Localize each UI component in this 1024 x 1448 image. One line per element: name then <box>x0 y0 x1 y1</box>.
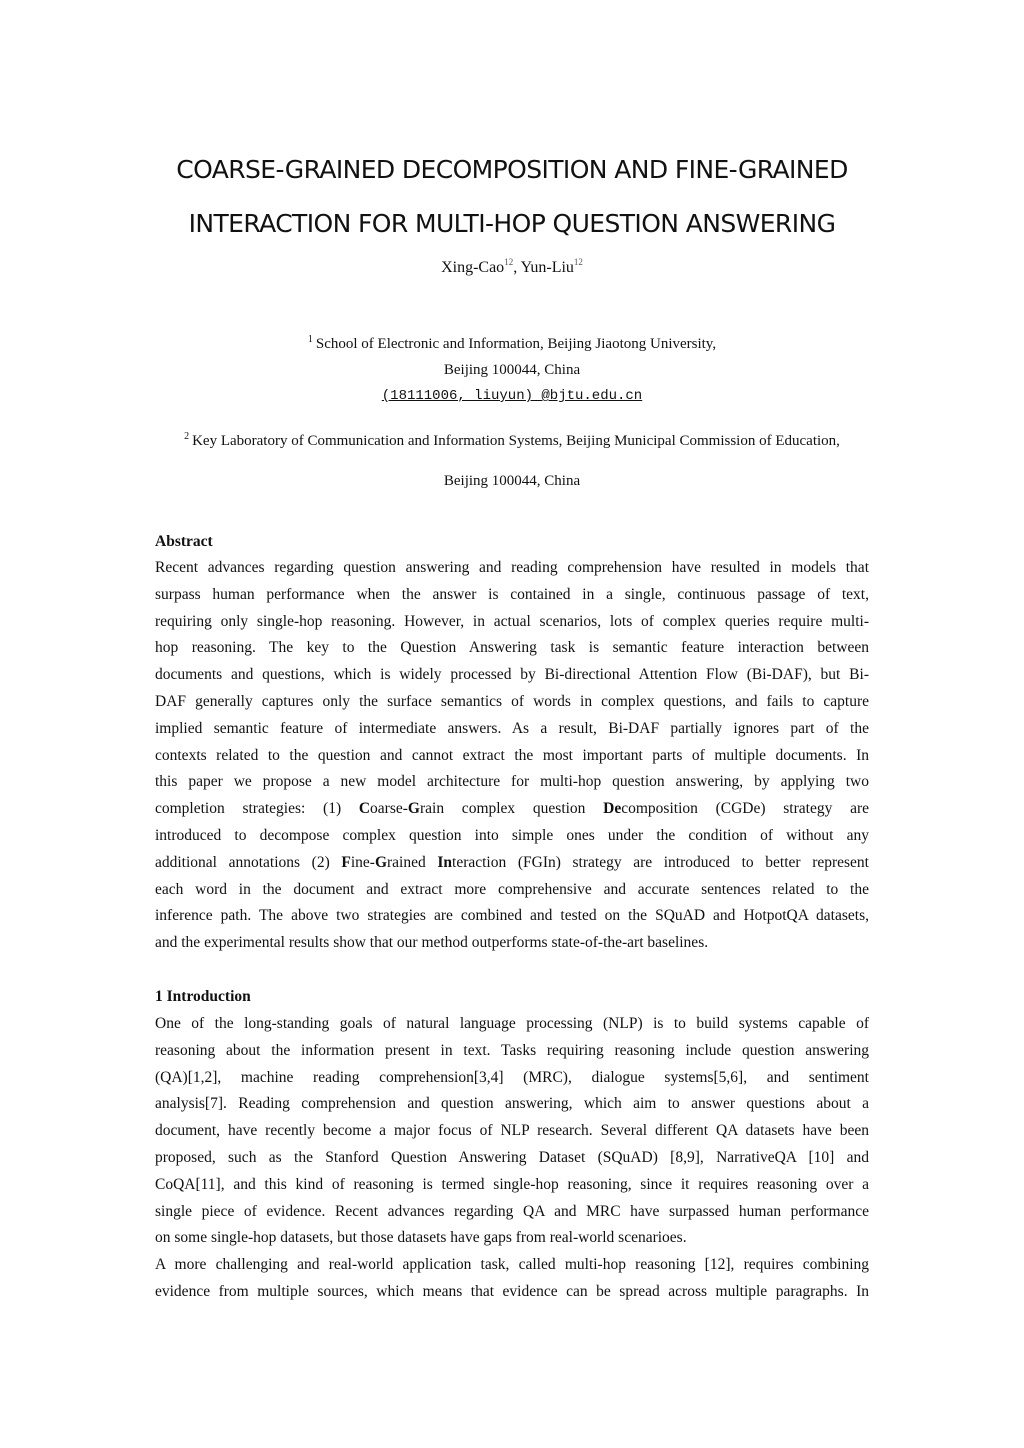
author-separator: , <box>513 259 521 276</box>
intro-line: document, have recently become a major focus of NLP research. Several different QA datasets have been <box>155 1122 869 1140</box>
affiliation-2-line-2: Beijing 100044, China <box>443 473 581 489</box>
affiliation-1-line-2: Beijing 100044, China <box>443 362 581 378</box>
abstract-line: requiring only single-hop reasoning. However, in actual scenarios, lots of complex queries require multi- <box>155 612 869 630</box>
intro-line: on some single-hop datasets, but those datasets have gaps from real-world scenarioes. <box>155 1229 687 1247</box>
affiliation-1-line-1 <box>100 336 924 353</box>
bold-run: C <box>358 800 371 818</box>
bold-run: In <box>437 853 453 871</box>
affiliation-2-text: Key Laboratory of Communication and Information Systems, Beijing Municipal Commission of Education, <box>192 433 840 449</box>
abstract-line: this paper we propose a new model architecture for multi-hop question answering, by applying two <box>155 773 869 791</box>
abstract-heading: Abstract <box>155 533 213 550</box>
author-1-affiliation-mark: 12 <box>504 257 514 267</box>
affiliation-2-line-1 <box>100 433 924 450</box>
abstract-line: documents and questions, which is widely processed by Bi-directional Attention Flow (Bi-DAF), but Bi- <box>155 666 869 684</box>
abstract-line: implied semantic feature of intermediate answers. As a result, Bi-DAF partially ignores part of the <box>155 719 869 737</box>
text-run: completion strategies: (1) <box>155 800 359 818</box>
abstract-line: contexts related to the question and cannot extract the most important parts of multiple documents. In <box>155 746 869 764</box>
intro-line: proposed, such as the Stanford Question Answering Dataset (SQuAD) [8,9], NarrativeQA [10] and <box>155 1148 869 1166</box>
bold-run: De <box>603 800 622 818</box>
author-list <box>100 259 924 277</box>
intro-line: A more challenging and real-world application task, called multi-hop reasoning [12], requires combining <box>155 1256 869 1274</box>
intro-line: analysis[7]. Reading comprehension and question answering, which aim to answer questions about a <box>155 1095 869 1113</box>
abstract-line: inference path. The above two strategies are combined and tested on the SQuAD and HotpotQA datasets, <box>155 907 869 925</box>
abstract-line-last: and the experimental results show that our method outperforms state-of-the-art baselines. <box>155 934 709 952</box>
abstract-line: surpass human performance when the answer is contained in a single, continuous passage of text, <box>155 585 869 603</box>
abstract-line: Recent advances regarding question answering and reading comprehension have resulted in models that <box>155 559 869 576</box>
intro-line: One of the long-standing goals of natural language processing (NLP) is to build systems capable of <box>155 1015 869 1032</box>
text-run: additional annotations (2) <box>155 853 342 871</box>
text-run: ine- <box>350 853 375 871</box>
intro-line: evidence from multiple sources, which means that evidence can be spread across multiple paragraphs. In <box>155 1282 869 1300</box>
affiliation-1-number: 1 <box>307 334 313 345</box>
email-link[interactable]: (18111006, liuyun) @bjtu.edu.cn <box>381 388 643 404</box>
author-2-name: Yun-Liu <box>520 259 574 276</box>
intro-line: reasoning about the information present in text. Tasks requiring reasoning include question answering <box>155 1041 869 1059</box>
intro-line: (QA)[1,2], machine reading comprehension[3,4] (MRC), dialogue systems[5,6], and sentiment <box>155 1068 869 1086</box>
text-run: rained <box>387 853 438 871</box>
introduction-body <box>155 1011 869 1306</box>
abstract-body <box>155 555 869 957</box>
author-1-name: Xing-Cao <box>441 259 505 276</box>
abstract-line-cgde <box>155 796 869 823</box>
abstract-line: DAF generally captures only the surface semantics of words in complex questions, and fails to capture <box>155 692 869 710</box>
intro-line: single piece of evidence. Recent advances regarding QA and MRC have surpassed human performance <box>155 1202 869 1220</box>
bold-run: G <box>407 800 420 818</box>
bold-run: F <box>341 853 351 871</box>
affiliation-2-number: 2 <box>184 431 190 442</box>
text-run: rain complex question <box>419 800 604 818</box>
abstract-line: each word in the document and extract more comprehensive and accurate sentences related to the <box>155 880 869 898</box>
author-2-affiliation-mark: 12 <box>573 257 583 267</box>
text-run: composition (CGDe) strategy are <box>621 800 869 818</box>
text-run: oarse- <box>370 800 408 818</box>
paper-title-line-1: COARSE-GRAINED DECOMPOSITION AND FINE-GRAINED <box>176 155 848 184</box>
intro-line: CoQA[11], and this kind of reasoning is termed single-hop reasoning, since it requires reasoning over a <box>155 1175 869 1193</box>
affiliation-1-text: School of Electronic and Information, Beijing Jiaotong University, <box>315 336 717 352</box>
bold-run: G <box>374 853 388 871</box>
text-run: teraction (FGIn) strategy are introduced to better represent <box>452 853 869 871</box>
introduction-heading: 1 Introduction <box>155 988 251 1005</box>
abstract-line: hop reasoning. The key to the Question Answering task is semantic feature interaction between <box>155 639 869 657</box>
abstract-line-fgin <box>155 850 869 877</box>
abstract-line: introduced to decompose complex question into simple ones under the condition of without any <box>155 826 869 844</box>
affiliation-1-email[interactable] <box>100 388 924 404</box>
paper-title-line-2: INTERACTION FOR MULTI-HOP QUESTION ANSWERING <box>188 209 836 238</box>
